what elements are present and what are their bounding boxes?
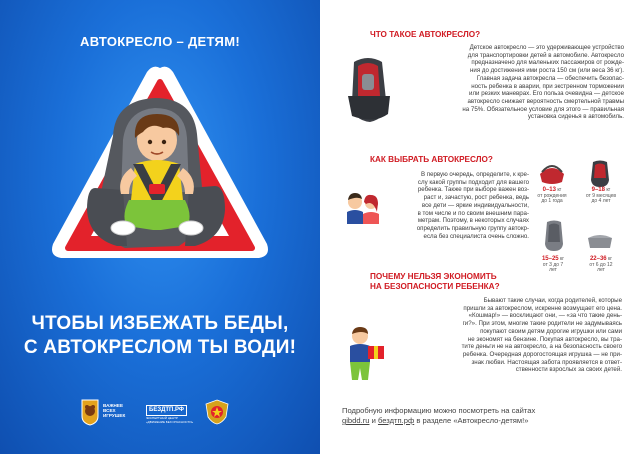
group-2-age-1: от 3 до 7 [542,261,564,268]
section-3-line: не экономят на бензине. Покупая автокресло, вы тра- [467,335,622,343]
child-seat-icon [542,220,566,252]
section-3-line: ребенка. Очередная дорогостоящая игрушка — не при- [462,350,622,358]
warning-triangle-illustration [47,60,273,270]
section-2-line: определить правильную группу автокр- [416,224,529,232]
group-0-range: 0–13 [542,187,556,193]
group-3-unit: кг [608,256,613,262]
section-1-line: ность ребенка в аварии, при экстренном торможении [471,82,624,90]
toys-logo-line-3: ИГРУШЕК [103,413,126,418]
car-seat-icon [344,56,394,126]
group-1-age-2: до 4 лет [591,198,611,204]
bezdtp-sub-line-2: «ДВИЖЕНИЕ БЕЗ ОПАСНОСТИ» [146,419,194,424]
bezdtp-logo-sub [146,417,193,424]
section-1-text [402,44,624,121]
section-2-line: метрам. Поэтому, в некоторых случаях [417,217,529,225]
section-2-line: раст и, зачастую, рост ребенка, ведь [423,194,529,202]
section-1-line: установка сиденья в автомобиль. [527,113,624,121]
section-3-line: «Кошмар!» — восклицают они, — «за что такие день- [468,312,622,320]
booster-cushion-icon [586,232,614,250]
group-3-age-2: лет [597,267,605,273]
section-2-line: слу какой группы подходит для вашего [417,178,529,186]
group-1-age-1: от 9 месяцев [585,192,617,199]
group-0-age-2: до 1 года [541,198,563,204]
group-3-range: 22–36 [589,256,607,262]
slogan-line-1: ЧТОБЫ ИЗБЕЖАТЬ БЕДЫ, [31,313,289,334]
group-2-age-2: лет [549,267,557,273]
group-1-label [584,188,618,205]
section-3-line: пришли за автокреслом, искренне возмущает его цена. [463,304,622,312]
section-3-line: знак любви. Настоящая забота проявляется в ответ- [471,358,622,366]
section-1-line: Главная задача автокресла — обеспечить безопас- [476,74,624,82]
footer-rest: в разделе «Автокресло-детям!» [416,416,529,425]
group-2-unit: кг [560,256,565,262]
section-2-line: все дети — яркие индивидуальности, [421,201,529,209]
boy-with-gift-icon [344,326,388,382]
section-2-line: есла без специалиста очень сложно. [423,232,529,240]
section-1-line: для транспортировки детей в автомобиле. Автокресло [467,51,624,59]
section-1-line: на 75%. Обязательное условие для этого — правильная [462,105,624,113]
parents-thinking-icon [343,190,383,224]
footer-and: и [371,416,376,425]
infant-carrier-icon [538,162,566,186]
footer [342,406,612,426]
traffic-police-emblem-icon [204,399,230,425]
group-2-range: 15–25 [541,256,559,262]
section-3-line: ги?». При этом, многие такие родители не задумываясь [462,320,622,328]
link-bezdtp[interactable]: бездтп.рф [377,416,415,425]
toys-logo-line-1: ВАЖНЕЕ [103,403,124,408]
footer-line-2 [342,416,612,426]
section-3-heading-line-2: НА БЕЗОПАСНОСТИ РЕБЕНКА? [370,282,500,291]
section-3-line: ственности взрослых за своих детей. [515,366,622,374]
partner-logos [80,396,260,430]
section-1-heading: ЧТО ТАКОЕ АВТОКРЕСЛО? [370,30,481,39]
section-2-line: в том числе и по своим внешним пара- [417,209,529,217]
section-3-heading-line-1: ПОЧЕМУ НЕЛЬЗЯ ЭКОНОМИТЬ [370,272,497,281]
section-2-heading: КАК ВЫБРАТЬ АВТОКРЕСЛО? [370,155,493,164]
group-1-unit: кг [606,187,611,193]
section-3-text [392,297,622,374]
left-title: АВТОКРЕСЛО – ДЕТЯМ! [80,34,240,49]
section-3-heading [370,272,500,292]
section-1-line: или резких маневрах. Его польза очевидна — детское [469,90,624,98]
section-3-line: тите деньги не на автокресло, а на безопасность своего [461,343,622,351]
section-2-line: В первую очередь, определите, к кре- [420,171,529,178]
link-gibdd[interactable]: gibdd.ru [342,416,370,425]
section-1-line: ния до достижения ими роста 150 см (или веса 36 кг). [470,67,624,75]
bear-crest-icon [80,398,100,426]
bezdtp-sub-line-1: ЭКСПЕРТНЫЙ ЦЕНТР [146,416,178,420]
group-1-range: 9–18 [591,187,605,193]
toddler-seat-icon [588,160,612,188]
slogan [0,312,320,360]
toys-logo-text [103,403,125,418]
section-2-line: ребенка. Также при выборе важен воз- [417,186,529,194]
bezdtp-logo: БЕЗДТП.РФ [146,405,187,416]
section-1-line: предназначено для маленьких пассажиров от рожде- [471,59,624,67]
group-0-label [536,188,568,205]
section-3-line: покупают своим детям дорогие игрушки или сами [480,327,622,335]
slogan-line-2: С АВТОКРЕСЛОМ ТЫ ВОДИ! [23,337,297,358]
section-1-line: автокресло снижает вероятность смертельной травмы [467,97,624,105]
group-2-label [536,257,570,274]
group-3-age-1: от 6 до 12 [589,261,613,268]
group-3-label [584,257,618,274]
group-0-age-1: от рождения [537,192,567,199]
section-3-line: Бывают такие случаи, когда родителей, которые [483,297,622,304]
toys-logo-line-2: ВСЕХ [103,408,116,413]
group-0-unit: кг [557,187,562,193]
section-2-text [386,171,529,240]
footer-line-1: Подробную информацию можно посмотреть на сайтах [342,406,536,415]
section-1-line: Детское автокресло — это удерживающее устройство [469,44,624,51]
